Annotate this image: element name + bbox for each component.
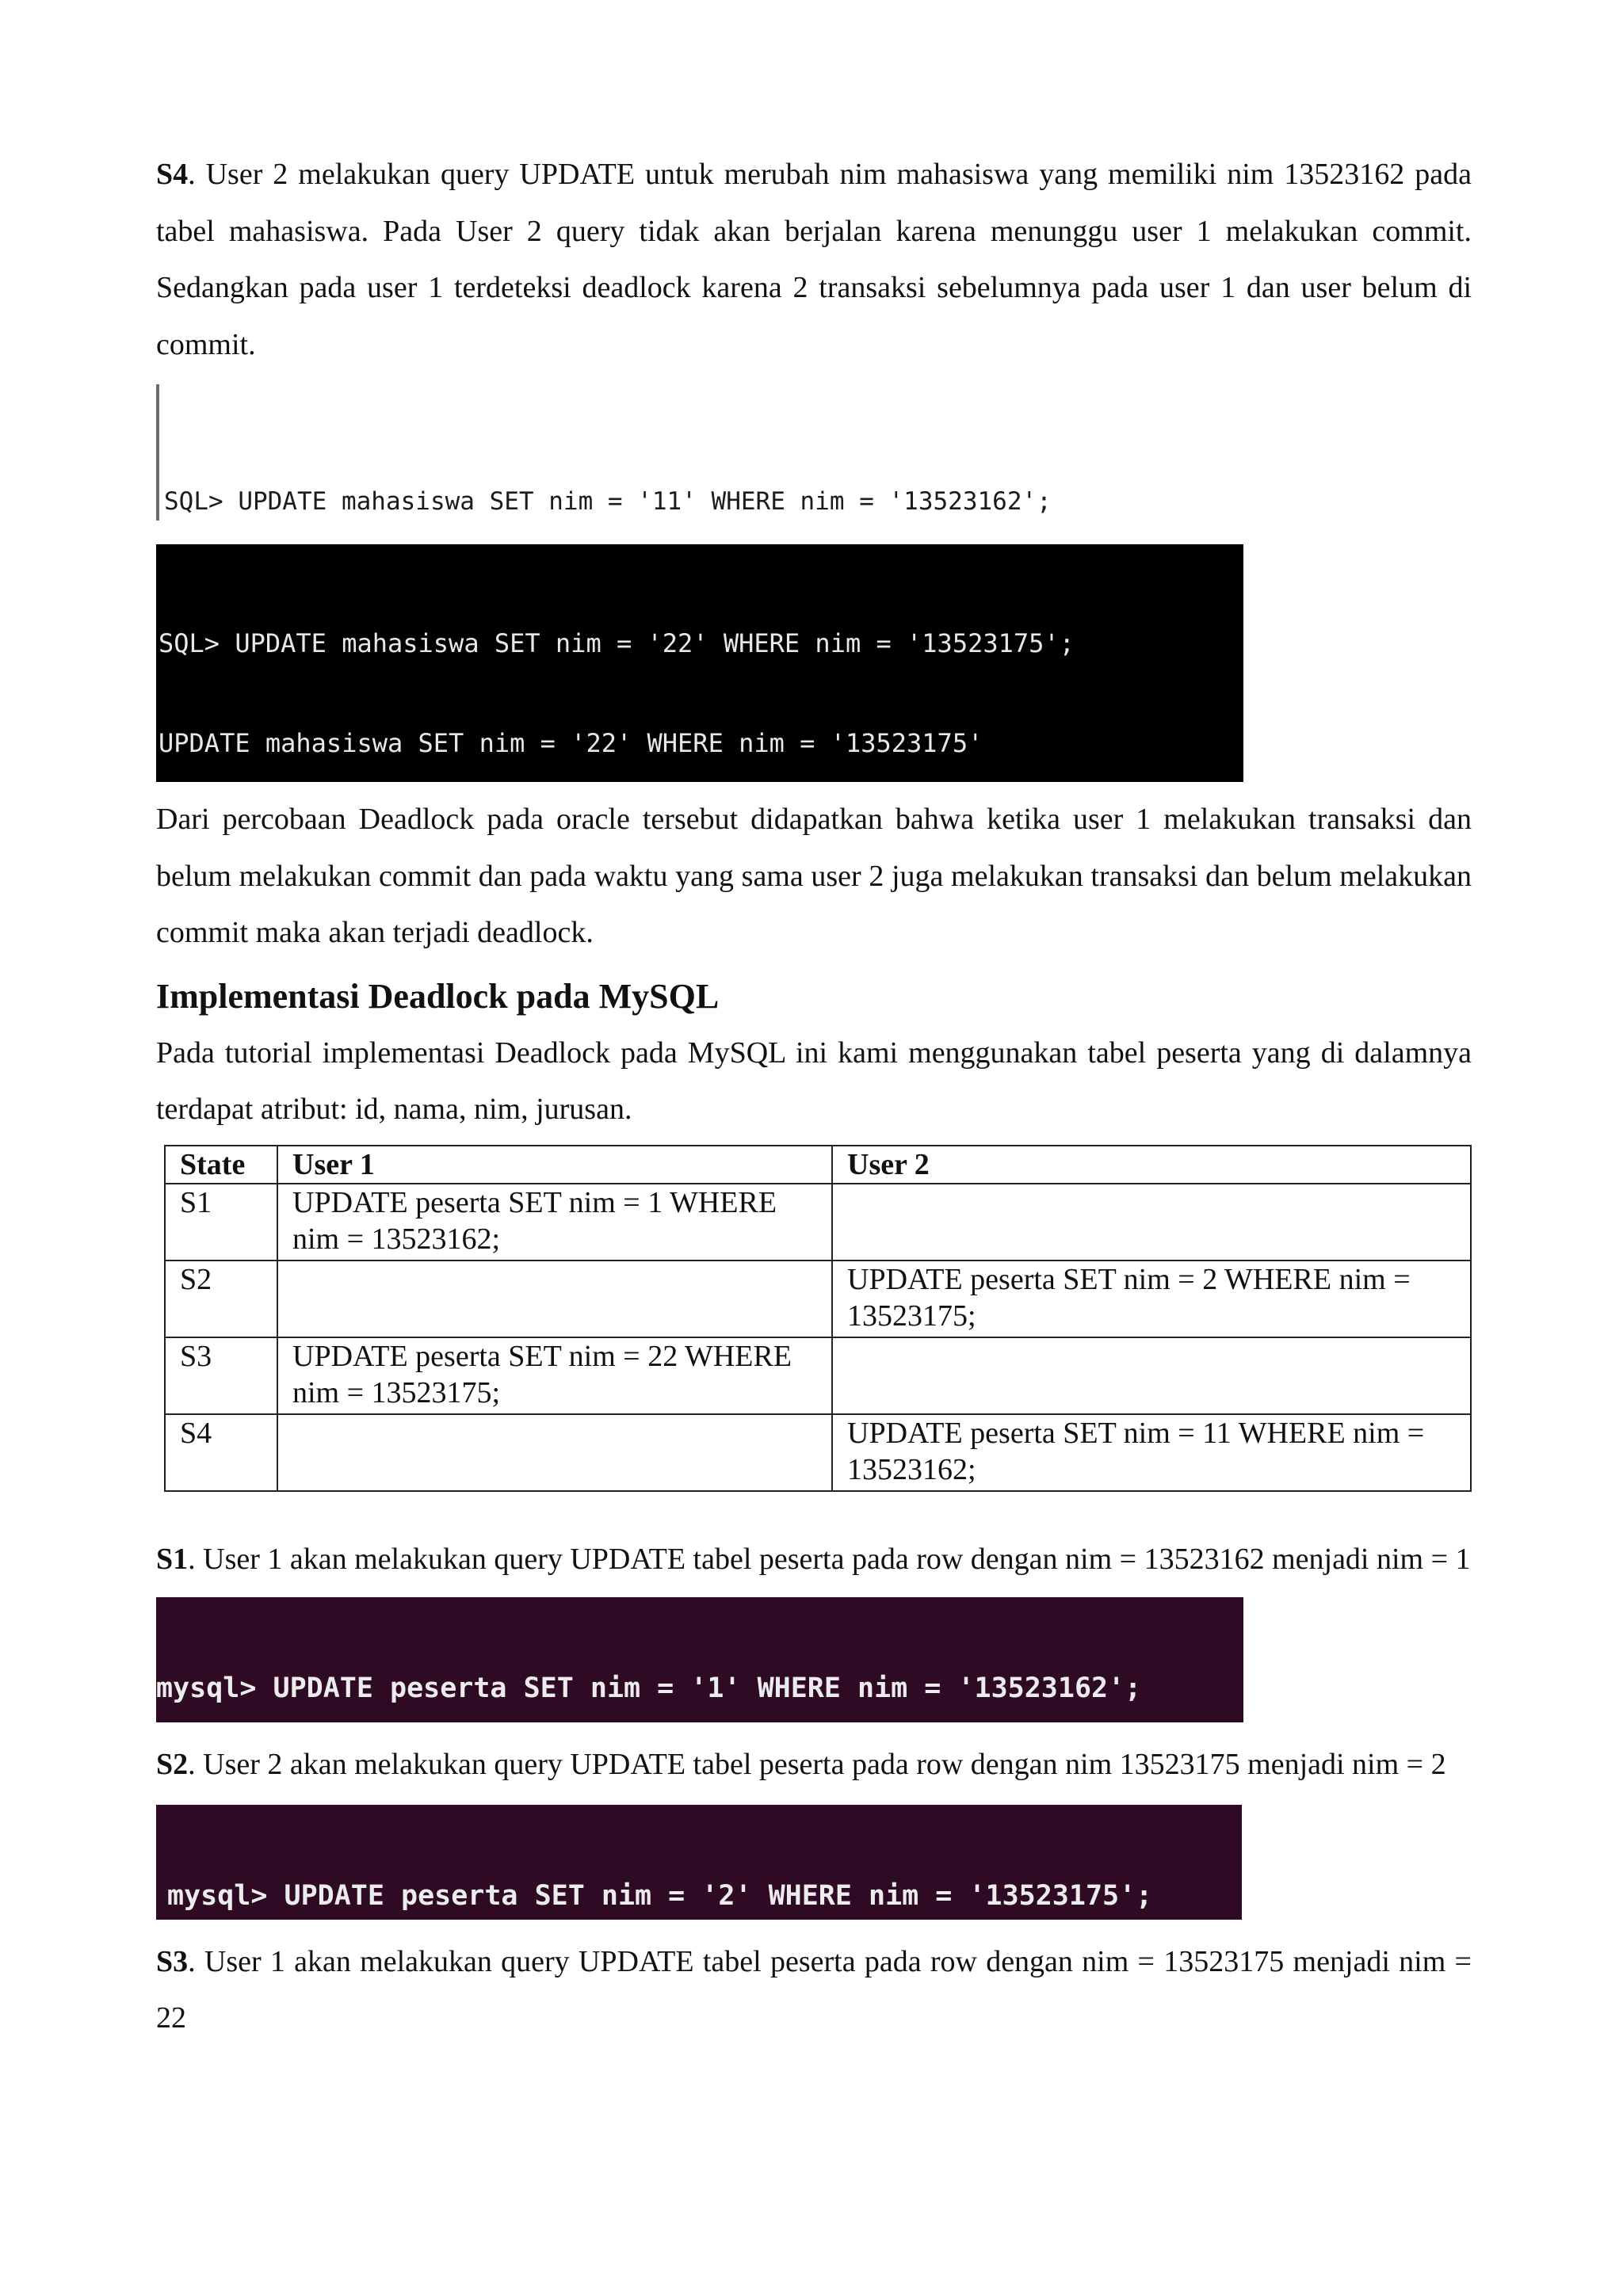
oracle-user1-terminal-screenshot (156, 544, 1243, 782)
header-state: State (165, 1146, 277, 1184)
table-row (165, 1337, 1471, 1414)
s1-paragraph (156, 1531, 1472, 1589)
cell-user1: UPDATE peserta SET nim = 1 WHERE nim = 13523162; (277, 1184, 832, 1261)
oracle-user1-line-1: SQL> UPDATE mahasiswa SET nim = '22' WHERE nim = '13523175'; (158, 628, 1075, 658)
mysql-s2-line-1: mysql> UPDATE peserta SET nim = '2' WHERE nim = '13523175'; (167, 1879, 1153, 1912)
s1-text: . User 1 akan melakukan query UPDATE tabel peserta pada row dengan nim = 13523162 menjadi nim = 1 (188, 1542, 1471, 1576)
cell-state: S1 (165, 1184, 277, 1261)
s2-label: S2 (156, 1748, 189, 1781)
table-row (165, 1414, 1471, 1491)
cell-state: S2 (165, 1261, 277, 1337)
s4-text: . User 2 melakukan query UPDATE untuk merubah nim mahasiswa yang memiliki nim 13523162 pada tabel mahasiswa. Pada User 2 query tidak akan berjalan karena menunggu user 1 melakukan commit. Sedangkan pada user 1 terdeteksi deadlock karena 2 transaksi sebelumnya pada user 1 dan user belum di commit. (156, 158, 1472, 361)
oracle-user2-terminal-screenshot (156, 384, 1242, 527)
conclusion-paragraph: Dari percobaan Deadlock pada oracle tersebut didapatkan bahwa ketika user 1 melakukan transaksi dan belum melakukan commit dan pada waktu yang sama user 2 juga melakukan transaksi dan belum melakukan commit maka akan terjadi deadlock. (156, 803, 1472, 949)
header-user2: User 2 (832, 1146, 1471, 1184)
cell-state: S3 (165, 1337, 277, 1414)
s3-label: S3 (156, 1944, 189, 1978)
state-table-header-row (165, 1146, 1471, 1184)
cell-user2 (832, 1337, 1471, 1414)
document-page (156, 147, 1472, 2047)
state-table (164, 1145, 1472, 1492)
table-row (165, 1184, 1471, 1261)
s4-oracle-paragraph (156, 147, 1472, 373)
mysql-section-heading: Implementasi Deadlock pada MySQL (156, 976, 720, 1016)
s1-label: S1 (156, 1542, 189, 1576)
cell-user2 (832, 1184, 1471, 1261)
s3-paragraph (156, 1934, 1472, 2047)
terminal-left-bar (156, 384, 159, 521)
mysql-s2-terminal-screenshot (156, 1805, 1242, 1920)
cell-state: S4 (165, 1414, 277, 1491)
mysql-intro-paragraph: Pada tutorial implementasi Deadlock pada MySQL ini kami menggunakan tabel peserta yang di dalamnya terdapat atribut: id, nama, nim, jurusan. (156, 1035, 1472, 1126)
cell-user1 (277, 1261, 832, 1337)
s2-text: . User 2 akan melakukan query UPDATE tabel peserta pada row dengan nim 13523175 menjadi nim = 2 (188, 1748, 1446, 1781)
oracle-user2-line-1: SQL> UPDATE mahasiswa SET nim = '11' WHERE nim = '13523162'; (164, 487, 1052, 516)
mysql-s1-terminal-screenshot (156, 1597, 1243, 1722)
table-row (165, 1261, 1471, 1337)
cell-user2: UPDATE peserta SET nim = 11 WHERE nim = 13523162; (832, 1414, 1471, 1491)
mysql-s1-line-1: mysql> UPDATE peserta SET nim = '1' WHERE nim = '13523162'; (156, 1672, 1142, 1704)
cell-user2: UPDATE peserta SET nim = 2 WHERE nim = 13523175; (832, 1261, 1471, 1337)
header-user1: User 1 (277, 1146, 832, 1184)
s4-label: S4 (156, 158, 189, 191)
cell-user1 (277, 1414, 832, 1491)
s2-paragraph (156, 1737, 1472, 1794)
s3-text: . User 1 akan melakukan query UPDATE tabel peserta pada row dengan nim = 13523175 menjadi nim = 22 (156, 1944, 1472, 2035)
cell-user1: UPDATE peserta SET nim = 22 WHERE nim = 13523175; (277, 1337, 832, 1414)
oracle-user1-line-2: UPDATE mahasiswa SET nim = '22' WHERE nim = '13523175' (158, 728, 983, 758)
